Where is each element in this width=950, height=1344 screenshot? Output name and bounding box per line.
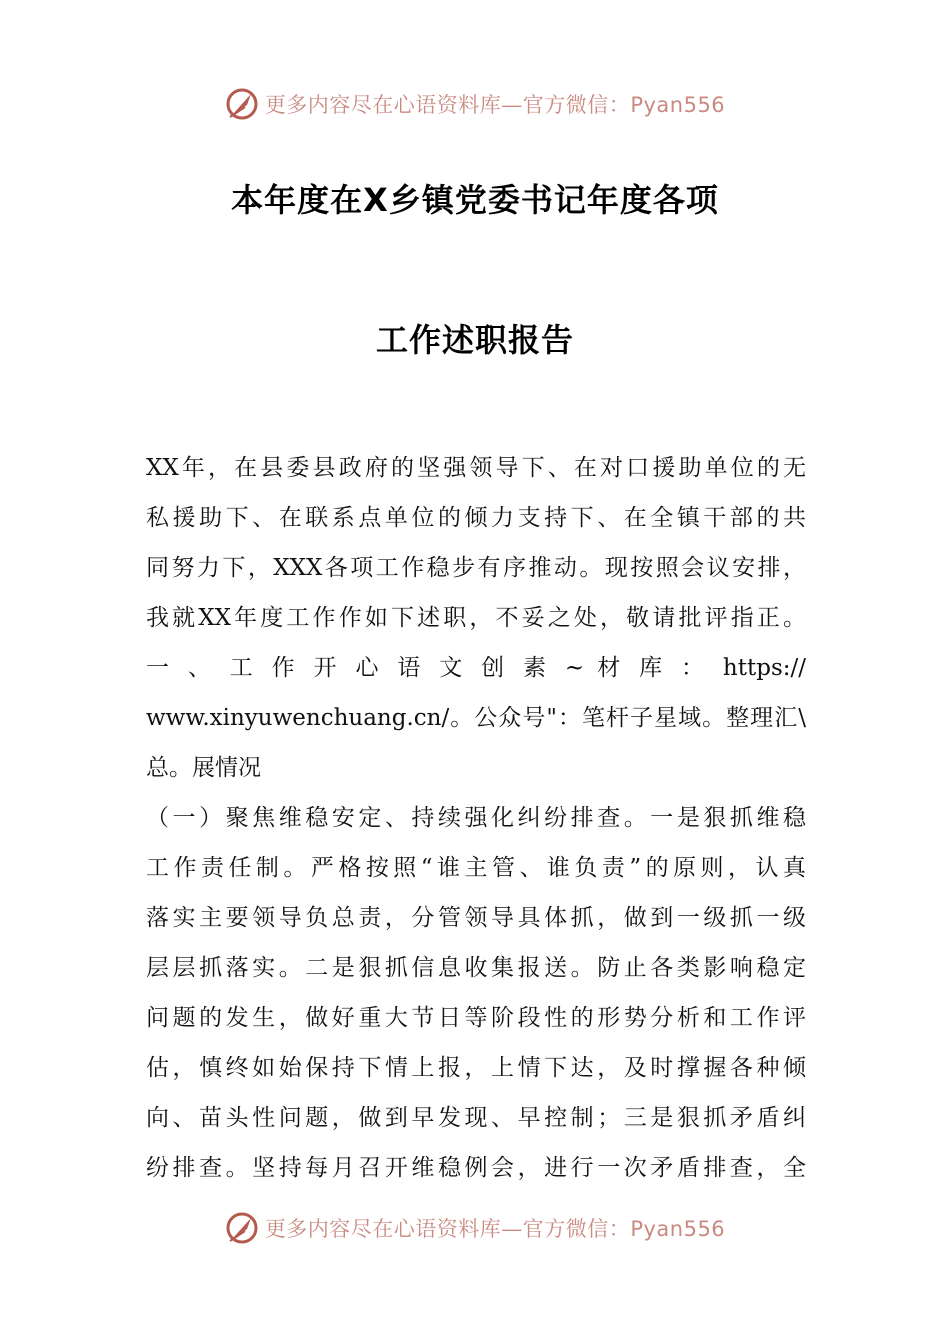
document-title-line-1: 本年度在X乡镇党委书记年度各项 [231, 181, 719, 219]
body-line: 同努力下，XXX各项工作稳步有序推动。现按照会议安排， [146, 555, 806, 581]
quill-logo-icon [225, 87, 259, 121]
body-line: 总。展情况 [146, 755, 261, 781]
body-line: 一 、 工 作 开 心 语 文 创 素 ~ 材 库 ： https:// [146, 655, 806, 681]
body-line: 估，慎终如始保持下情上报，上情下达，及时撑握各种倾 [146, 1055, 806, 1081]
body-line: 工作责任制。严格按照“谁主管、谁负责”的原则，认真 [146, 855, 806, 881]
body-line: XX年，在县委县政府的坚强领导下、在对口援助单位的无 [146, 455, 806, 481]
watermark-text: 更多内容尽在心语资料库—官方微信：Pyan556 [264, 93, 726, 117]
body-line: 私援助下、在联系点单位的倾力支持下、在全镇干部的共 [146, 505, 806, 531]
body-line: www.xinyuwenchuang.cn/。公众号"：笔杆子星域。整理汇\ [146, 705, 806, 731]
wechat-id: Pyan556 [630, 93, 726, 117]
body-line: 落实主要领导负总责，分管领导具体抓，做到一级抓一级 [146, 905, 806, 931]
body-line: 问题的发生，做好重大节日等阶段性的形势分析和工作评 [146, 1005, 806, 1031]
quill-logo-icon [225, 1211, 259, 1245]
body-line: 层层抓落实。二是狠抓信息收集报送。防止各类影响稳定 [146, 955, 806, 981]
watermark-banner-top [0, 82, 950, 126]
body-line: （一）聚焦维稳安定、持续强化纠纷排查。一是狠抓维稳 [146, 805, 806, 831]
body-line: 我就XX年度工作作如下述职，不妥之处，敬请批评指正。 [146, 605, 806, 631]
document-title-line-2: 工作述职报告 [375, 321, 574, 359]
body-line: 纷排查。坚持每月召开维稳例会，进行一次矛盾排查，全 [146, 1155, 806, 1181]
document-body [146, 443, 806, 1193]
wechat-id: Pyan556 [630, 1217, 726, 1241]
watermark-banner-bottom [0, 1206, 950, 1250]
watermark-text: 更多内容尽在心语资料库—官方微信：Pyan556 [264, 1217, 726, 1241]
body-line: 向、苗头性问题，做到早发现、早控制；三是狠抓矛盾纠 [146, 1105, 806, 1131]
